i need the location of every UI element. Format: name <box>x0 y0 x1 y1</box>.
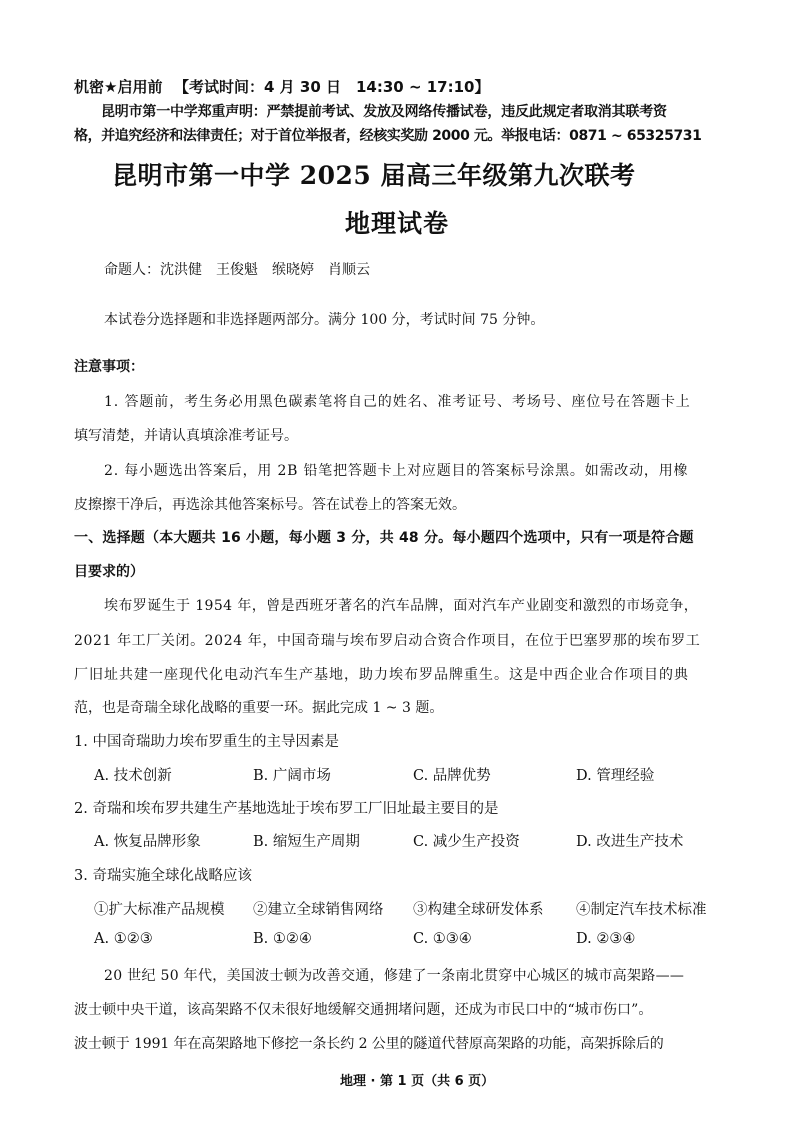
note-2-line-2: 皮擦擦干净后，再选涂其他答案标号。答在试卷上的答案无效。 <box>74 497 466 513</box>
exam-title: 昆明市第一中学 2025 届高三年级第九次联考 <box>112 161 636 190</box>
passage2-line-1: 20 世纪 50 年代，美国波士顿为改善交通，修建了一条南北贯穿中心城区的城市高架路—— <box>104 968 685 984</box>
notes-heading: 注意事项： <box>74 359 144 375</box>
question-1-option-d: D. 管理经验 <box>576 768 655 784</box>
subject-title: 地理试卷 <box>345 209 450 238</box>
note-1-line-2: 填写清楚，并请认真填涂准考证号。 <box>74 428 298 444</box>
question-3-option-c: C. ①③④ <box>413 931 472 947</box>
question-2-option-a: A. 恢复品牌形象 <box>94 834 201 850</box>
section-heading-line-2: 目要求的） <box>74 564 144 580</box>
question-2-stem: 2. 奇瑞和埃布罗共建生产基地选址于埃布罗工厂旧址最主要目的是 <box>74 801 499 817</box>
passage1-line-4: 范，也是奇瑞全球化战略的重要一环。据此完成 1 ~ 3 题。 <box>74 700 444 716</box>
passage2-line-2: 波士顿中央干道，该高架路不仅未很好地缓解交通拥堵问题，还成为市民口中的“城市伤口”。 <box>74 1002 653 1018</box>
question-3-stem: 3. 奇瑞实施全球化战略应该 <box>74 868 252 884</box>
page-footer: 地理 · 第 1 页（共 6 页） <box>340 1074 495 1089</box>
passage1-line-2: 2021 年工厂关闭。2024 年，中国奇瑞与埃布罗启动合资合作项目，在位于巴塞罗那的埃布罗工 <box>74 633 701 649</box>
exam-time: 【考试时间：4 月 30 日 14:30 ~ 17:10】 <box>174 78 490 96</box>
authors: 命题人：沈洪健 王俊魁 缑晓婷 肖顺云 <box>104 262 370 278</box>
note-1-line-1: 1. 答题前，考生务必用黑色碳素笔将自己的姓名、准考证号、考场号、座位号在答题卡上 <box>104 394 691 410</box>
question-3-item-4: ④制定汽车技术标准 <box>576 902 707 918</box>
section-heading-line-1: 一、选择题（本大题共 16 小题，每小题 3 分，共 48 分。每小题四个选项中，只有一项是符合题 <box>74 530 694 546</box>
question-1-stem: 1. 中国奇瑞助力埃布罗重生的主导因素是 <box>74 734 339 750</box>
passage2-line-3: 波士顿于 1991 年在高架路地下修挖一条长约 2 公里的隧道代替原高架路的功能，高架拆除后的 <box>74 1036 664 1052</box>
question-3-option-d: D. ②③④ <box>576 931 636 947</box>
secret-label: 机密★启用前 <box>74 78 163 96</box>
notice-line-2: 格，并追究经济和法律责任；对于首位举报者，经核实奖励 2000 元。举报电话：0871 ~ 65325731 <box>74 128 702 144</box>
question-2-option-d: D. 改进生产技术 <box>576 834 684 850</box>
passage1-line-3: 厂旧址共建一座现代化电动汽车生产基地，助力埃布罗品牌重生。这是中西企业合作项目的典 <box>74 667 689 683</box>
note-2-line-1: 2. 每小题选出答案后，用 2B 铅笔把答题卡上对应题目的答案标号涂黑。如需改动，用橡 <box>104 463 689 479</box>
question-3-option-a: A. ①②③ <box>94 931 153 947</box>
intro-text: 本试卷分选择题和非选择题两部分。满分 100 分，考试时间 75 分钟。 <box>104 312 545 328</box>
question-1-option-c: C. 品牌优势 <box>413 768 491 784</box>
notice-line-1: 昆明市第一中学郑重声明：严禁提前考试、发放及网络传播试卷，违反此规定者取消其联考资 <box>101 104 667 120</box>
question-2-option-b: B. 缩短生产周期 <box>253 834 360 850</box>
question-3-item-3: ③构建全球研发体系 <box>413 902 544 918</box>
question-1-option-a: A. 技术创新 <box>94 768 172 784</box>
question-1-option-b: B. 广阔市场 <box>253 768 331 784</box>
question-2-option-c: C. 减少生产投资 <box>413 834 520 850</box>
question-3-item-1: ①扩大标准产品规模 <box>94 902 225 918</box>
question-3-option-b: B. ①②④ <box>253 931 312 947</box>
question-3-item-2: ②建立全球销售网络 <box>253 902 384 918</box>
passage1-line-1: 埃布罗诞生于 1954 年，曾是西班牙著名的汽车品牌，面对汽车产业剧变和激烈的市场竞争， <box>104 598 699 614</box>
